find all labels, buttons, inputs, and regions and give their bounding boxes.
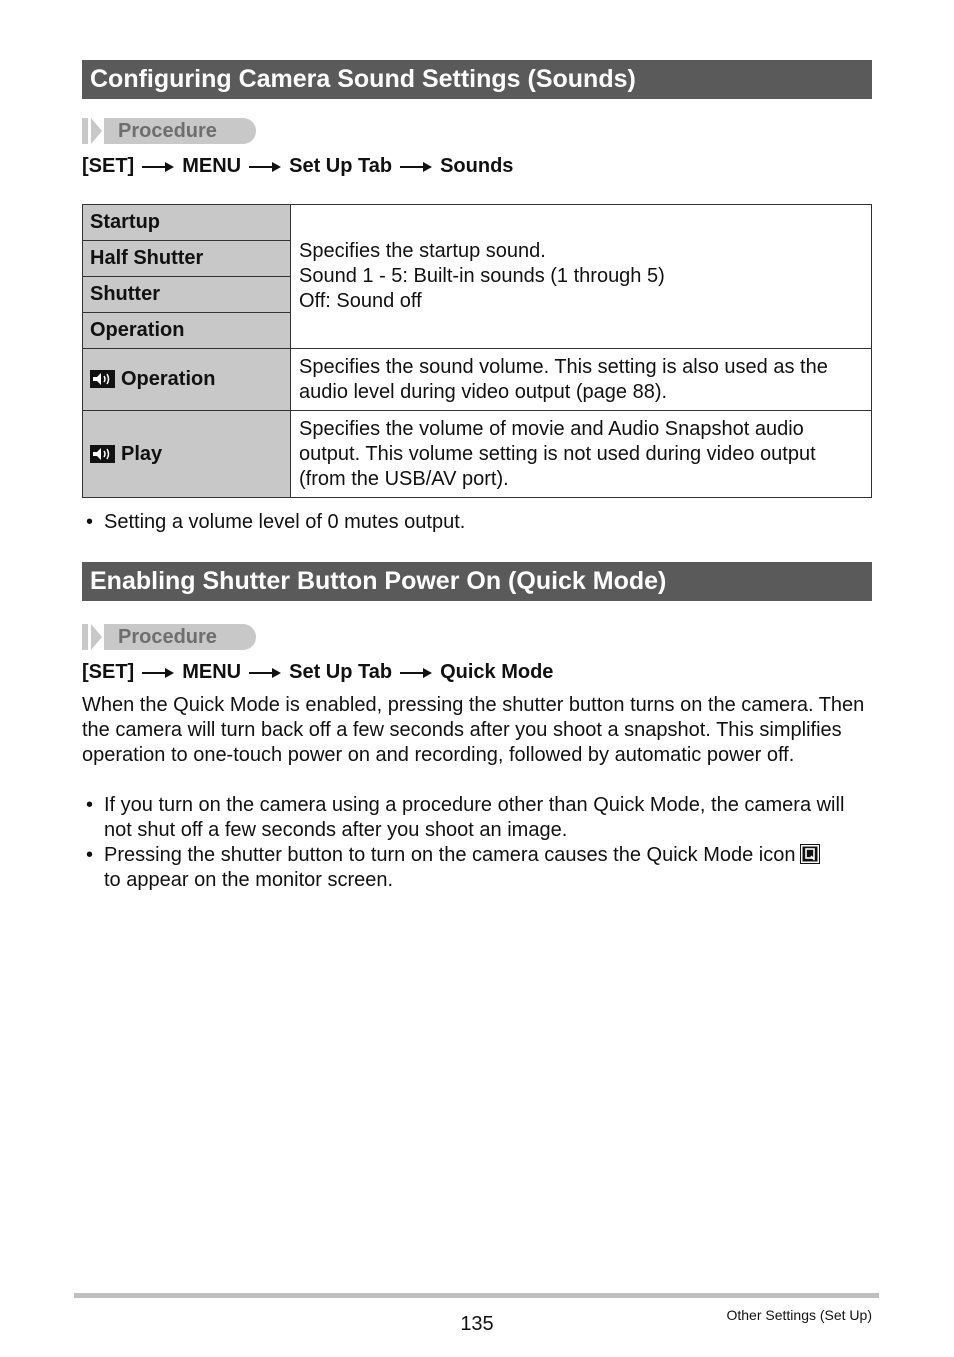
- procedure-badge: [82, 118, 256, 144]
- quick-mode-bullet: [82, 793, 872, 843]
- path-step: Set Up Tab: [289, 661, 393, 683]
- desc-line: Specifies the startup sound.: [299, 240, 546, 262]
- speaker-volume-icon: [90, 445, 115, 463]
- arrow-right-icon: [142, 668, 174, 678]
- bullet-text: If you turn on the camera using a procedure other than Quick Mode, the camera will not shut off a few seconds after you shoot an image.: [104, 794, 845, 841]
- section-title-sounds: Configuring Camera Sound Settings (Sounds): [82, 60, 872, 99]
- arrow-right-icon: [400, 162, 432, 172]
- path-step: [SET]: [82, 155, 135, 177]
- path-step: Quick Mode: [440, 661, 554, 683]
- page-number: 135: [460, 1313, 494, 1335]
- quick-mode-description: When the Quick Mode is enabled, pressing the shutter button turns on the camera. Then the camera will turn back off a few seconds after you shoot a snapshot. This simplifies operation to one-touch power on and recording, followed by automatic power off.: [82, 694, 865, 766]
- chapter-title: Other Settings (Set Up): [726, 1307, 872, 1323]
- row-label: Half Shutter: [83, 241, 291, 277]
- quick-mode-icon: [800, 844, 820, 864]
- note-bullet: [82, 510, 872, 535]
- path-step: MENU: [182, 155, 242, 177]
- speaker-volume-icon: [90, 370, 115, 388]
- row-label-volume-operation: [83, 349, 291, 411]
- path-step: [SET]: [82, 661, 135, 683]
- arrow-right-icon: [249, 668, 281, 678]
- procedure-label: Procedure: [118, 626, 217, 648]
- procedure-label: Procedure: [118, 120, 217, 142]
- desc-line: Sound 1 - 5: Built-in sounds (1 through 5): [299, 265, 665, 287]
- row-label-text: Play: [121, 442, 163, 465]
- path-step: MENU: [182, 661, 242, 683]
- sound-settings-table: [82, 204, 872, 498]
- menu-path: [82, 153, 513, 179]
- bullet-dot: •: [86, 794, 94, 816]
- bullet-dot: •: [86, 844, 94, 866]
- volume-operation-description: Specifies the sound volume. This setting is also used as the audio level during video output (page 88).: [291, 349, 872, 411]
- procedure-badge: [82, 624, 256, 650]
- arrow-right-icon: [249, 162, 281, 172]
- row-label: Shutter: [83, 277, 291, 313]
- path-step: Sounds: [440, 155, 514, 177]
- section-title-quick-mode: Enabling Shutter Button Power On (Quick Mode): [82, 562, 872, 601]
- row-label-text: Operation: [121, 368, 216, 390]
- arrow-right-icon: [142, 162, 174, 172]
- note-text: Setting a volume level of 0 mutes output.: [104, 511, 466, 533]
- volume-play-description: Specifies the volume of movie and Audio Snapshot audio output. This volume setting is not used during video output (from the USB/AV port).: [291, 411, 872, 498]
- path-step: Set Up Tab: [289, 155, 393, 177]
- row-label-volume-play: [83, 411, 291, 498]
- startup-description: [291, 205, 872, 349]
- bullet-dot: •: [86, 511, 94, 533]
- row-label: Startup: [83, 205, 291, 241]
- menu-path: [82, 659, 553, 685]
- bullet-text: to appear on the monitor screen.: [104, 869, 394, 891]
- quick-mode-bullet: [82, 843, 872, 893]
- bullet-text: Pressing the shutter button to turn on the camera causes the Quick Mode icon: [104, 844, 796, 866]
- arrow-right-icon: [400, 668, 432, 678]
- row-label: Operation: [83, 313, 291, 349]
- footer-divider: [74, 1293, 879, 1298]
- desc-line: Off: Sound off: [299, 290, 422, 312]
